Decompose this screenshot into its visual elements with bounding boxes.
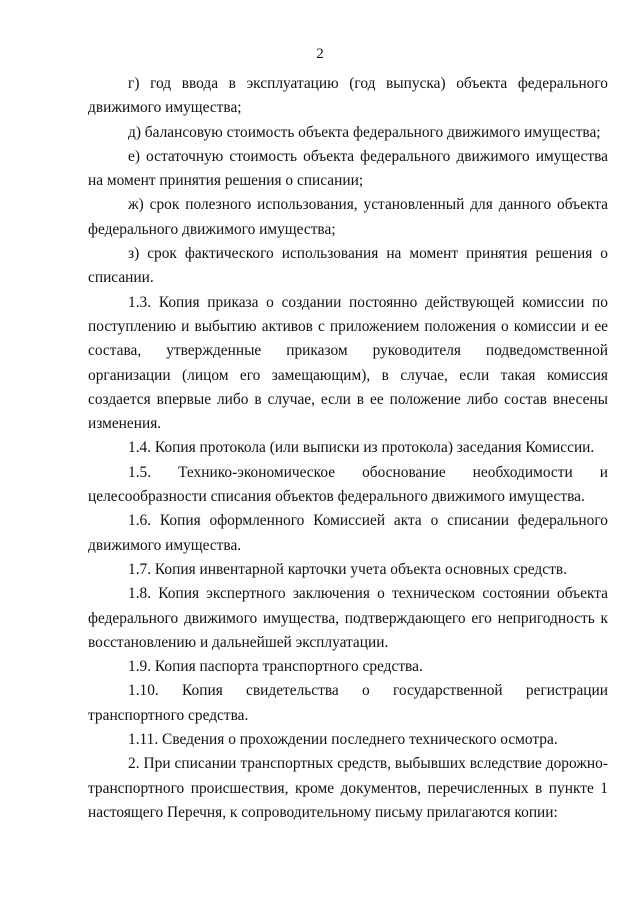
paragraph-1-5: 1.5. Технико-экономическое обоснование необходимости и целесообразности списания объектов федерального движимого имущества. bbox=[88, 463, 608, 506]
paragraph-2: 2. При списании транспортных средств, выбывших вследствие дорожно-транспортного происшествия, кроме документов, перечисленных в пункте 1 настоящего Перечня, к сопроводительному письму прилагаются копии: bbox=[88, 755, 608, 821]
document-body bbox=[88, 72, 608, 825]
paragraph-item-zh: ж) срок полезного использования, установленный для данного объекта федерального движимого имущества; bbox=[88, 196, 608, 238]
paragraph-1-6: 1.6. Копия оформленного Комиссией акта о списании федерального движимого имущества. bbox=[88, 512, 608, 554]
page-number: 2 bbox=[316, 46, 324, 62]
paragraph-1-11: 1.11. Сведения о прохождении последнего технического осмотра. bbox=[128, 731, 558, 749]
paragraph-1-9: 1.9. Копия паспорта транспортного средства. bbox=[128, 658, 423, 676]
paragraph-item-e: е) остаточную стоимость объекта федерального движимого имущества на момент принятия решения о списании; bbox=[88, 147, 608, 190]
paragraph-1-4: 1.4. Копия протокола (или выписки из протокола) заседания Комиссии. bbox=[128, 439, 595, 457]
paragraph-1-8: 1.8. Копия экспертного заключения о техническом состоянии объекта федерального движимого имущества, подтверждающего его непригодность к восстановлению и дальнейшей эксплуатации. bbox=[88, 585, 608, 651]
paragraph-item-g: г) год ввода в эксплуатацию (год выпуска) объекта федерального движимого имущества; bbox=[88, 75, 608, 117]
paragraph-1-10: 1.10. Копия свидетельства о государственной регистрации транспортного средства. bbox=[88, 682, 608, 724]
paragraph-1-3: 1.3. Копия приказа о создании постоянно действующей комиссии по поступлению и выбытию активов с приложением положения о комиссии и ее состава, утвержденные приказом руководителя подведомственной организации (лицом его замещающим), в случае, если такая комиссия создается впервые либо в случае, если в ее положение либо состав внесены изменения. bbox=[88, 293, 608, 433]
paragraph-1-7: 1.7. Копия инвентарной карточки учета объекта основных средств. bbox=[128, 560, 567, 578]
paragraph-item-z: з) срок фактического использования на момент принятия решения о списании. bbox=[88, 245, 608, 287]
paragraph-item-d: д) балансовую стоимость объекта федерального движимого имущества; bbox=[128, 123, 601, 141]
